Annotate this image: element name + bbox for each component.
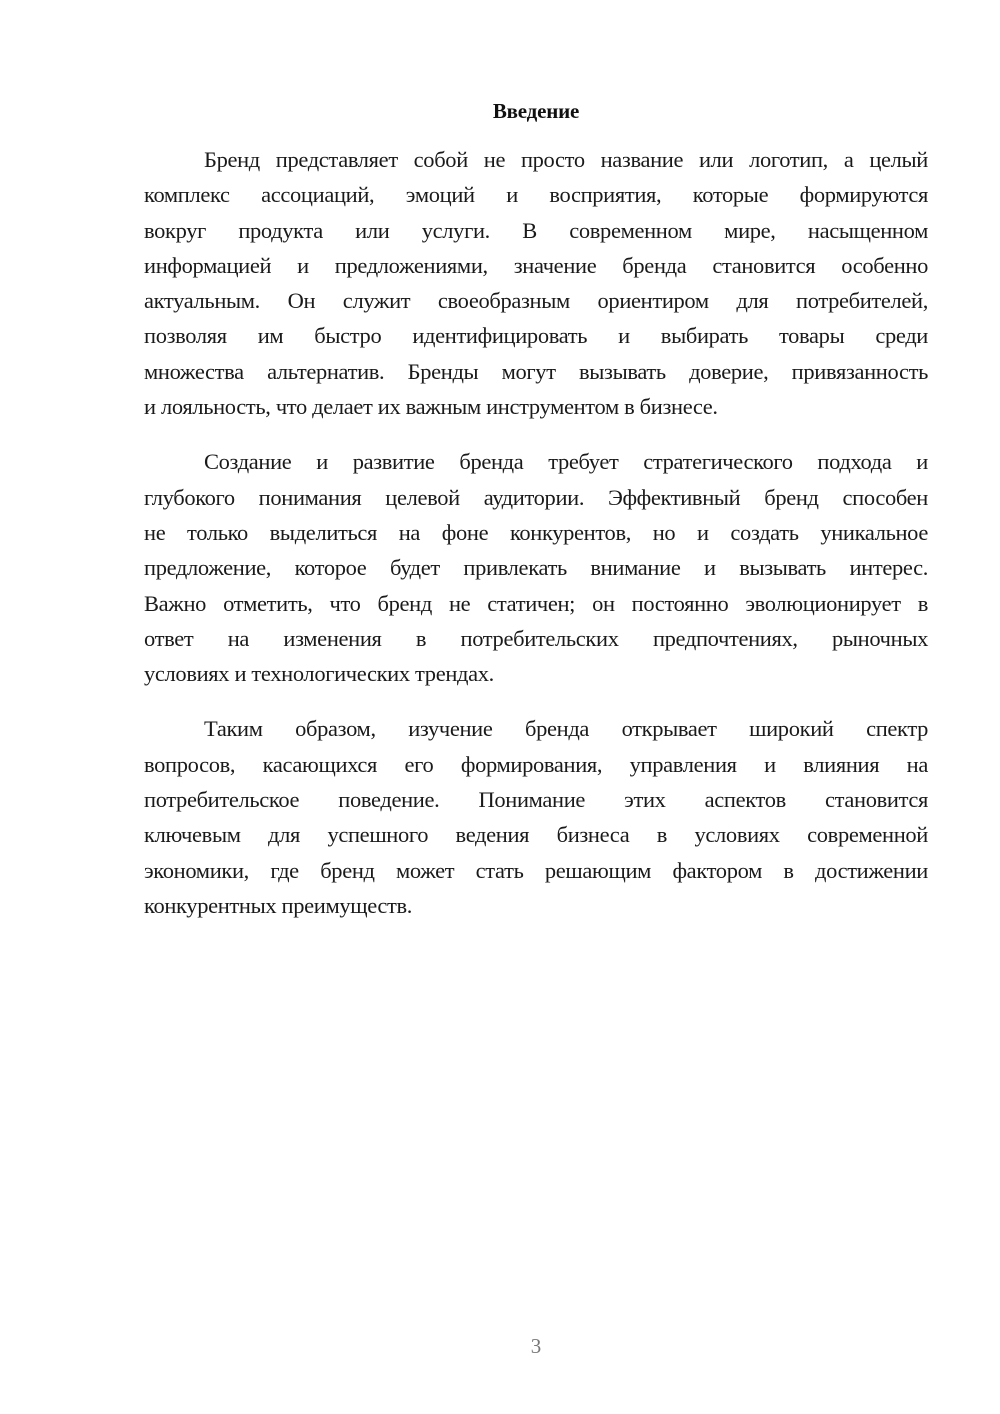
text-line: информацией и предложениями, значение бренда становится особенно [144, 252, 928, 278]
text-line: актуальным. Он служит своеобразным ориентиром для потребителей, [144, 288, 928, 314]
text-line: потребительское поведение. Понимание этих аспектов становится [144, 787, 928, 813]
text-line: ответ на изменения в потребительских предпочтениях, рыночных [144, 625, 928, 651]
text-line: Таким образом, изучение бренда открывает широкий спектр [204, 716, 928, 742]
text-line: и лояльность, что делает их важным инструментом в бизнесе. [144, 394, 718, 420]
text-line: вокруг продукта или услуги. В современном мире, насыщенном [144, 217, 928, 243]
text-line: комплекс ассоциаций, эмоций и восприятия, которые формируются [144, 182, 928, 208]
text-line: позволяя им быстро идентифицировать и выбирать товары среди [144, 323, 928, 349]
text-line: глубокого понимания целевой аудитории. Эффективный бренд способен [144, 484, 928, 510]
text-line: предложение, которое будет привлекать внимание и вызывать интерес. [144, 555, 928, 581]
text-line: Важно отметить, что бренд не статичен; он постоянно эволюционирует в [144, 590, 928, 616]
paragraph-2 [144, 444, 928, 691]
text-line: вопросов, касающихся его формирования, управления и влияния на [144, 751, 928, 777]
paragraph-1 [144, 142, 928, 424]
text-line: ключевым для успешного ведения бизнеса в условиях современной [144, 822, 928, 848]
text-line: условиях и технологических трендах. [144, 661, 494, 687]
text-line: не только выделиться на фоне конкурентов, но и создать уникальное [144, 519, 928, 545]
text-line: экономики, где бренд может стать решающим фактором в достижении [144, 857, 928, 883]
text-line: множества альтернатив. Бренды могут вызывать доверие, привязанность [144, 358, 928, 384]
text-line: Создание и развитие бренда требует стратегического подхода и [204, 449, 928, 475]
text-line: Бренд представляет собой не просто название или логотип, а целый [204, 147, 928, 172]
text-line: конкурентных преимуществ. [144, 892, 413, 918]
section-title: Введение [492, 99, 580, 123]
page-number: 3 [530, 1334, 542, 1358]
body-text [144, 142, 928, 943]
paragraph-3 [144, 711, 928, 923]
